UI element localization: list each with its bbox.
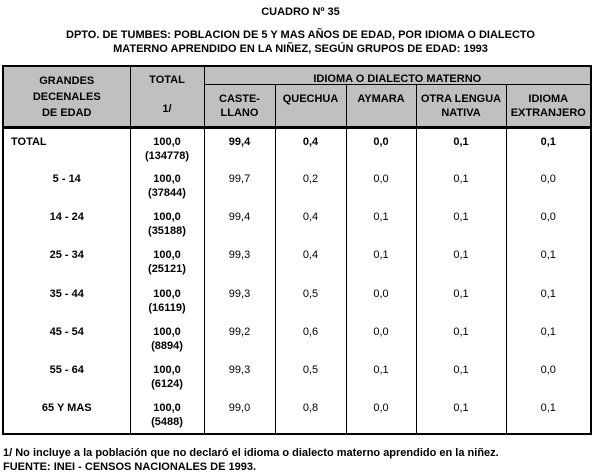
value-cell-extranjero: 0,1 [506, 395, 591, 433]
value-cell-castellano: 99,3 [204, 281, 275, 319]
total-cell [130, 357, 204, 395]
column-header-idioma-extranjero: IDIOMA EXTRANJERO [506, 85, 591, 128]
total-absolute: (35188) [148, 225, 186, 237]
column-header-language-span [204, 66, 591, 85]
total-absolute: (25121) [148, 263, 186, 276]
value-cell-extranjero: 0,1 [506, 281, 591, 319]
column-header-aymara: AYMARA [346, 85, 416, 128]
value-cell-otra-lengua: 0,1 [416, 128, 506, 166]
source-note: FUENTE: INEI - CENSOS NACIONALES DE 1993. [3, 461, 257, 473]
total-cell [130, 395, 204, 433]
value-cell-aymara: 0,1 [346, 357, 416, 395]
total-cell [130, 204, 204, 242]
total-absolute: (134778) [144, 150, 190, 162]
table-row-total [3, 128, 591, 166]
value-cell-extranjero: 0,0 [506, 357, 591, 395]
value-cell-castellano: 99,4 [204, 128, 275, 166]
column-header-quechua: QUECHUA [275, 85, 346, 128]
table-row [3, 204, 591, 242]
age-group-cell: 55 - 64 [3, 357, 130, 395]
value-cell-quechua: 0,4 [275, 204, 346, 242]
column-header-total [130, 66, 204, 128]
column-header-castellano: CASTE- LLANO [204, 85, 275, 128]
age-group-cell: 5 - 14 [3, 166, 130, 204]
value-cell-quechua: 0,4 [275, 128, 346, 166]
total-percent: 100,0 [153, 249, 181, 262]
subtitle-line-2: MATERNO APRENDIDO EN LA NIÑEZ, SEGÚN GRUPOS DE EDAD: 1993 [113, 43, 488, 55]
census-table [2, 65, 592, 435]
value-cell-extranjero: 0,1 [506, 128, 591, 166]
value-cell-quechua: 0,5 [275, 357, 346, 395]
value-cell-quechua: 0,5 [275, 281, 346, 319]
age-header-line-1: GRANDES [39, 74, 95, 87]
value-cell-aymara: 0,1 [346, 242, 416, 280]
value-cell-otra-lengua: 0,1 [416, 166, 506, 204]
value-cell-aymara: 0,0 [346, 395, 416, 433]
value-cell-castellano: 99,3 [204, 242, 275, 280]
value-cell-otra-lengua: 0,1 [416, 357, 506, 395]
value-cell-castellano: 99,0 [204, 395, 275, 433]
age-group-cell: 25 - 34 [3, 242, 130, 280]
total-cell [130, 281, 204, 319]
value-cell-extranjero: 0,1 [506, 242, 591, 280]
footnote: 1/ No incluye a la población que no declaró el idioma o dialecto materno aprendido en la niñez. [3, 447, 499, 459]
table-row [3, 357, 591, 395]
value-cell-castellano: 99,3 [204, 357, 275, 395]
total-header-label: TOTAL [149, 74, 185, 86]
value-cell-otra-lengua: 0,1 [416, 242, 506, 280]
table-body [3, 128, 591, 434]
value-cell-otra-lengua: 0,1 [416, 319, 506, 357]
value-cell-aymara: 0,0 [346, 281, 416, 319]
age-group-cell: 65 Y MAS [3, 395, 130, 433]
total-cell [130, 166, 204, 204]
value-cell-castellano: 99,2 [204, 319, 275, 357]
column-header-otra-lengua-nativa: OTRA LENGUA NATIVA [416, 85, 506, 128]
table-header [3, 66, 591, 128]
value-cell-castellano: 99,7 [204, 166, 275, 204]
total-percent: 100,0 [153, 211, 181, 223]
table-title: CUADRO Nº 35 [261, 6, 340, 18]
age-group-cell: 45 - 54 [3, 319, 130, 357]
age-group-cell: 14 - 24 [3, 204, 130, 242]
value-cell-quechua: 0,6 [275, 319, 346, 357]
total-absolute: (8894) [151, 339, 183, 352]
total-absolute: (5488) [151, 416, 183, 429]
value-cell-otra-lengua: 0,1 [416, 204, 506, 242]
value-cell-aymara: 0,0 [346, 319, 416, 357]
total-absolute: (37844) [148, 186, 186, 199]
language-span-label: IDIOMA O DIALECTO MATERNO [313, 73, 482, 85]
age-header-line-2: DECENALES [32, 90, 101, 103]
table-row [3, 319, 591, 357]
total-cell [130, 128, 204, 166]
table-row [3, 395, 591, 433]
age-header-line-3: DE EDAD [41, 106, 92, 119]
age-group-cell: TOTAL [3, 128, 130, 166]
total-percent: 100,0 [153, 364, 181, 376]
value-cell-otra-lengua: 0,1 [416, 281, 506, 319]
age-group-cell: 35 - 44 [3, 281, 130, 319]
value-cell-quechua: 0,8 [275, 395, 346, 433]
table-row [3, 281, 591, 319]
table-subtitle [0, 28, 601, 56]
value-cell-castellano: 99,4 [204, 204, 275, 242]
total-cell [130, 242, 204, 280]
value-cell-otra-lengua: 0,1 [416, 395, 506, 433]
column-header-age-group [3, 66, 130, 128]
total-percent: 100,0 [153, 325, 181, 338]
value-cell-aymara: 0,0 [346, 128, 416, 166]
total-absolute: (6124) [151, 378, 183, 390]
total-percent: 100,0 [153, 172, 181, 185]
table-row [3, 242, 591, 280]
total-cell [130, 319, 204, 357]
total-percent: 100,0 [153, 402, 181, 415]
table-row [3, 166, 591, 204]
table-notes [3, 446, 598, 474]
value-cell-aymara: 0,0 [346, 166, 416, 204]
value-cell-extranjero: 0,0 [506, 166, 591, 204]
total-percent: 100,0 [153, 136, 181, 148]
value-cell-aymara: 0,1 [346, 204, 416, 242]
total-header-footnote-ref: 1/ [162, 103, 172, 115]
value-cell-extranjero: 0,0 [506, 204, 591, 242]
value-cell-quechua: 0,2 [275, 166, 346, 204]
subtitle-line-1: DPTO. DE TUMBES: POBLACION DE 5 Y MAS AÑOS DE EDAD, POR IDIOMA O DIALECTO [66, 29, 535, 41]
value-cell-extranjero: 0,1 [506, 319, 591, 357]
total-percent: 100,0 [153, 287, 181, 300]
value-cell-quechua: 0,4 [275, 242, 346, 280]
total-absolute: (16119) [148, 301, 186, 314]
